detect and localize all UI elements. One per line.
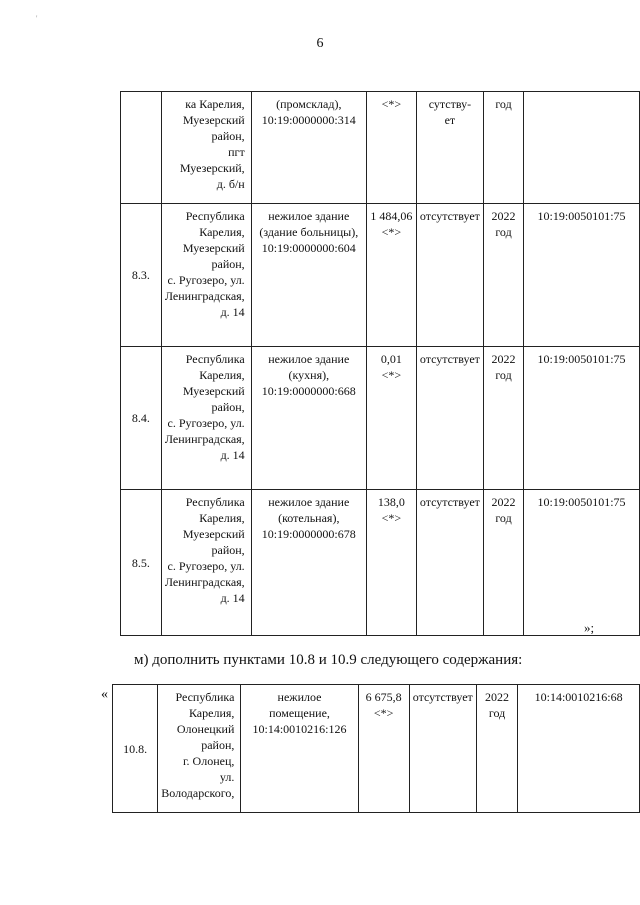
opening-quote: «: [101, 687, 108, 702]
scan-artifact: ': [36, 14, 38, 23]
table-row: [121, 92, 640, 204]
row-address: Республика Карелия, Муезерский район, с. Ругозеро, ул. Ленинградская, д. 14: [161, 347, 251, 490]
row-number: 10.8.: [113, 685, 158, 813]
row-address: ка Карелия, Муезерский район, пгт Муезерский, д. б/н: [161, 92, 251, 204]
row-year: год: [483, 92, 523, 204]
row-year: 2022 год: [483, 347, 523, 490]
row-number: 8.5.: [121, 490, 162, 636]
row-rights: отсутствует: [416, 204, 483, 347]
row-description: нежилое помещение, 10:14:0010216:126: [241, 685, 358, 813]
row-cadastral: 10:19:0050101:75: [524, 347, 640, 490]
row-address: Республика Карелия, Муезерский район, с. Ругозеро, ул. Ленинградская, д. 14: [161, 204, 251, 347]
row-cadastral: 10:19:0050101:75: [524, 490, 640, 636]
row-number: 8.3.: [121, 204, 162, 347]
table-row: [121, 490, 640, 636]
row-area: 6 675,8 <*>: [358, 685, 409, 813]
row-number: [121, 92, 162, 204]
row-rights: отсутствует: [409, 685, 476, 813]
row-description: нежилое здание (кухня), 10:19:0000000:668: [251, 347, 366, 490]
row-address: Республика Карелия, Олонецкий район, г. Олонец, ул. Володарского,: [158, 685, 241, 813]
table-row: [121, 347, 640, 490]
table-closing-quote: »;: [584, 620, 595, 635]
row-area: 0,01 <*>: [366, 347, 416, 490]
row-year: 2022 год: [483, 204, 523, 347]
row-number: 8.4.: [121, 347, 162, 490]
row-description: нежилое здание (здание больницы), 10:19:0000000:604: [251, 204, 366, 347]
row-description: (промсклад), 10:19:0000000:314: [251, 92, 366, 204]
row-cadastral: [524, 92, 640, 204]
row-year: 2022 год: [483, 490, 523, 636]
row-year: 2022 год: [476, 685, 517, 813]
table-row: [121, 204, 640, 347]
table-row: [113, 685, 640, 813]
row-address: Республика Карелия, Муезерский район, с. Ругозеро, ул. Ленинградская, д. 14: [161, 490, 251, 636]
row-cadastral: 10:14:0010216:68: [518, 685, 640, 813]
row-description: нежилое здание (котельная), 10:19:0000000:678: [251, 490, 366, 636]
property-table: [120, 91, 640, 636]
row-area: 1 484,06 <*>: [366, 204, 416, 347]
page-number: 6: [316, 36, 324, 51]
property-table-addition: [112, 684, 640, 813]
row-rights: сутству- ет: [416, 92, 483, 204]
row-cadastral: 10:19:0050101:75: [524, 204, 640, 347]
row-rights: отсутствует: [416, 347, 483, 490]
row-rights: отсутствует: [416, 490, 483, 636]
row-area: <*>: [366, 92, 416, 204]
row-area: 138,0 <*>: [366, 490, 416, 636]
amendment-text: м) дополнить пунктами 10.8 и 10.9 следующего содержания:: [134, 652, 523, 668]
